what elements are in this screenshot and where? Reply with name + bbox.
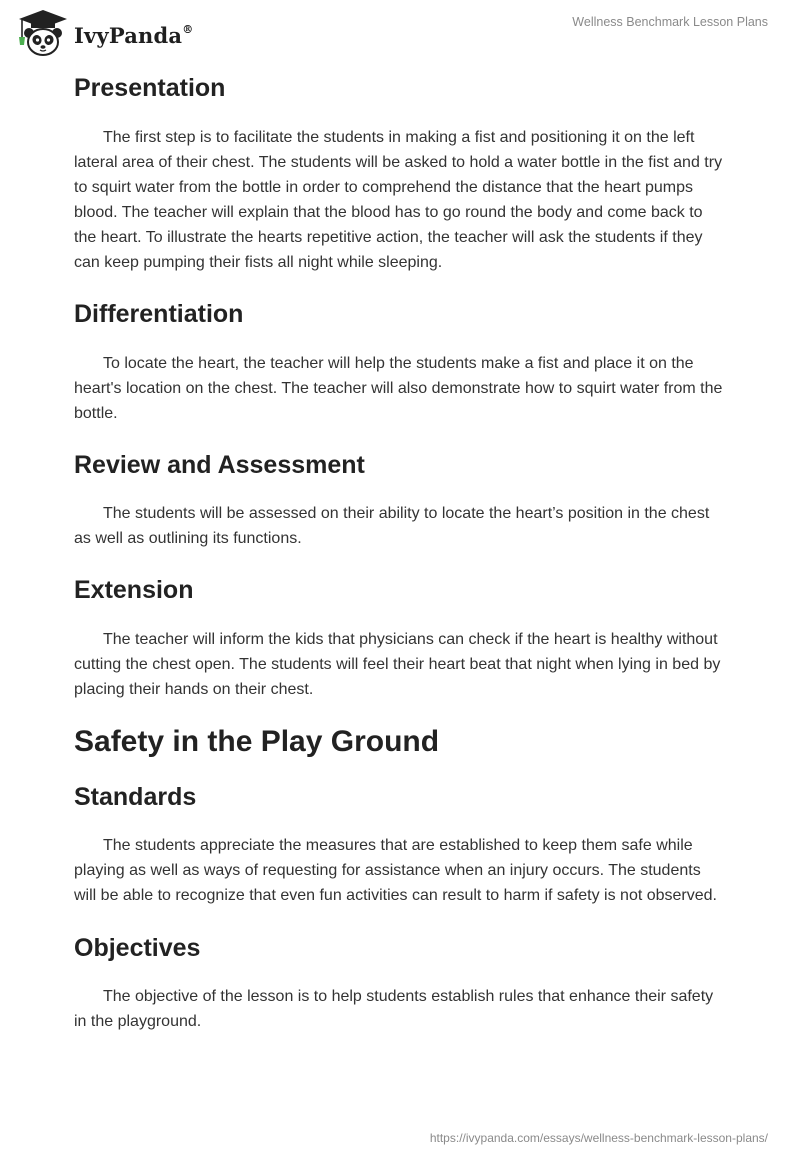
panda-graduate-logo-icon: [16, 9, 70, 57]
page-header: [0, 0, 800, 64]
logo-wordmark: IvyPanda®: [74, 22, 194, 48]
paragraph-differentiation: To locate the heart, the teacher will help the students make a fist and place it on the heart's location on the chest. The teacher will also demonstrate how to squirt water from the bottle.: [74, 355, 723, 422]
heading-presentation: Presentation: [74, 74, 226, 102]
paragraph-presentation: The first step is to facilitate the students in making a fist and positioning it on the left lateral area of their chest. The students will be asked to hold a water bottle in the fist and try to squirt water from the bottle in order to comprehend the distance that the heart pumps blood. The teacher will explain that the blood has to go round the body and come back to the heart. To illustrate the hearts repetitive action, the teacher will ask the students if they can keep pumping their fists all night while sleeping.: [74, 129, 723, 271]
heading-standards: Standards: [74, 783, 197, 811]
ivypanda-logo[interactable]: [16, 9, 193, 57]
heading-review-and-assessment: Review and Assessment: [74, 451, 365, 479]
paragraph-review-and-assessment: The students will be assessed on their ability to locate the heart’s position in the chest as well as outlining its functions.: [74, 505, 710, 547]
document-title: Wellness Benchmark Lesson Plans: [572, 15, 768, 29]
heading-objectives: Objectives: [74, 934, 201, 962]
paragraph-objectives: The objective of the lesson is to help students establish rules that enhance their safety in the playground.: [74, 988, 714, 1030]
heading-safety-in-the-play-ground: Safety in the Play Ground: [74, 725, 440, 758]
source-url-link[interactable]: https://ivypanda.com/essays/wellness-benchmark-lesson-plans/: [429, 1131, 768, 1145]
paragraph-extension: The teacher will inform the kids that physicians can check if the heart is healthy without cutting the chest open. The students will feel their heart beat that night when lying in bed by placing their hands on their chest.: [74, 631, 721, 698]
essay-content: [74, 70, 726, 1034]
paragraph-standards: The students appreciate the measures that are established to keep them safe while playing as well as ways of requesting for assistance when an injury occurs. The students will be able to recognize that even fun activities can result to harm if safety is not observed.: [74, 837, 717, 904]
heading-differentiation: Differentiation: [74, 300, 244, 328]
section-presentation: [74, 70, 726, 106]
heading-extension: Extension: [74, 576, 194, 604]
